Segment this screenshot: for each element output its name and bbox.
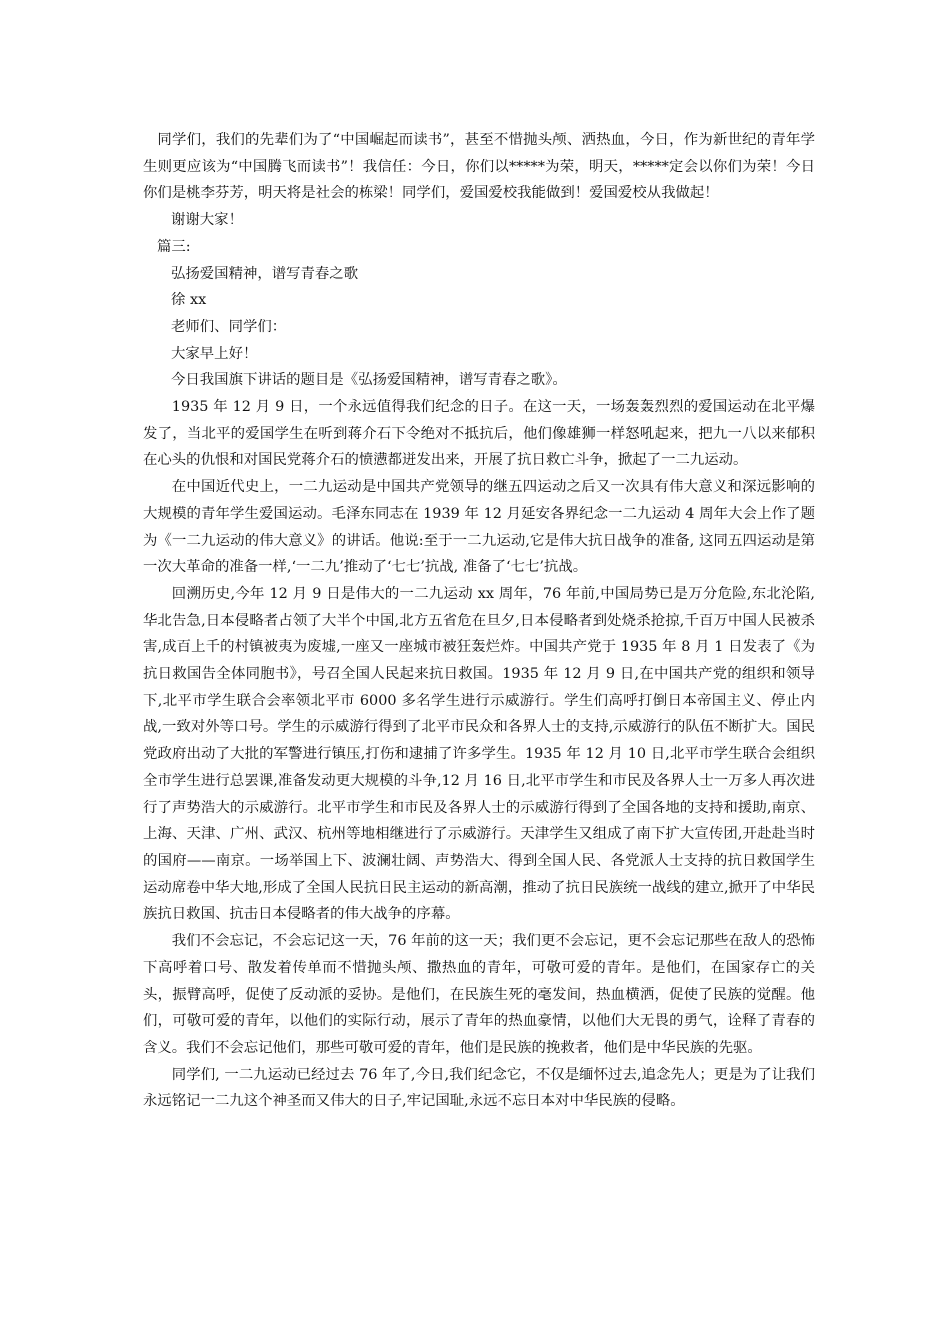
paragraph-5: 我们不会忘记，不会忘记这一天，76 年前的这一天；我们更不会忘记，更不会忘记那些在敌人的恐怖下高呼着口号、散发着传单而不惜抛头颅、撒热血的青年，可敬可爱的青年。是他们，在国家存亡的关头，振臂高呼，促使了反动派的妥协。是他们，在民族生死的毫发间，热血横洒，促使了民族的觉醒。他们，可敬可爱的青年，以他们的实际行动，展示了青年的热血豪情，以他们大无畏的勇气，诠释了青春的含义。我们不会忘记他们，那些可敬可爱的青年，他们是民族的挽救者，他们是中华民族的先驱。 <box>143 933 815 1056</box>
paragraph-6: 同学们, 一二九运动已经过去 76 年了,今日,我们纪念它，不仅是缅怀过去,追念先人；更是为了让我们永远铭记一二九这个神圣而又伟大的日子,牢记国耻,永远不忘日本对中华民族的侵略。 <box>143 1066 815 1110</box>
salutation-line: 老师们、同学们： <box>171 318 287 335</box>
paragraph-3: 在中国近代史上，一二九运动是中国共产党领导的继五四运动之后又一次具有伟大意义和深远影响的大规模的青年学生爱国运动。毛泽东同志在 1939 年 12 月延安各界纪念一二九运动 4 周年大会上作了题为《一二九运动的伟大意义》的讲话。他说:至于一二九运动,它是伟大抗日战争的准备, 这同五四运动是第一次大革命的准备一样,‘一二九’推动了‘七七’抗战, 准备了‘七七’抗战。 <box>143 479 815 576</box>
paragraph-2: 1935 年 12 月 9 日，一个永远值得我们纪念的日子。在这一天，一场轰轰烈烈的爱国运动在北平爆发了，当北平的爱国学生在听到蒋介石下令绝对不抵抗后，他们像雄狮一样怒吼起来，把九一八以来郁积在心头的仇恨和对国民党蒋介石的愤懑都迸发出来，开展了抗日救亡斗争，掀起了一二九运动。 <box>143 399 815 469</box>
section-label: 篇三: <box>157 238 191 255</box>
author-line: 徐 xx <box>171 292 207 309</box>
speech-title: 弘扬爱国精神，谱写青春之歌 <box>171 265 359 282</box>
paragraph-4: 回溯历史,今年 12 月 9 日是伟大的一二九运动 xx 周年，76 年前,中国局势已是万分危险,东北沦陷,华北告急,日本侵略者占领了大半个中国,北方五省危在旦夕,日本侵略者到处烧杀抢掠,千百万中国人民被杀害,成百上千的村镇被夷为废墟,一座又一座城市被狂轰烂炸。中国共产党于 1935 年 8 月 1 日发表了《为抗日救国告全体同胞书》，号召全国人民起来抗日救国。1935 年 12 月 9 日,在中国共产党的组织和领导下,北平市学生联合会率领北平市 6000 多名学生进行示威游行。学生们高呼打倒日本帝国主义、停止内战,一致对外等口号。学生的示威游行得到了北平市民众和各界人士的支持,示威游行的队伍不断扩大。国民党政府出动了大批的军警进行镇压,打伤和逮捕了许多学生。1935 年 12 月 10 日,北平市学生联合会组织全市学生进行总罢课,准备发动更大规模的斗争,12 月 16 日,北平市学生和市民及各界人士一万多人再次进行了声势浩大的示威游行。北平市学生和市民及各界人士的示威游行得到了全国各地的支持和援助,南京、上海、天津、广州、武汉、杭州等地相继进行了示威游行。天津学生又组成了南下扩大宣传团,开赴赴当时的国府——南京。一场举国上下、波澜壮阔、声势浩大、得到全国人民、各党派人士支持的抗日救国学生运动席卷中华大地,形成了全国人民抗日民主运动的新高潮，推动了抗日民族统一战线的建立,掀开了中华民族抗日救国、抗击日本侵略者的伟大战争的序幕。 <box>143 585 815 923</box>
intro-line: 今日我国旗下讲话的题目是《弘扬爱国精神，谱写青春之歌》。 <box>171 372 567 389</box>
paragraph-1: 同学们，我们的先辈们为了“中国崛起而读书”，甚至不惜抛头颅、洒热血，今日，作为新世纪的青年学生则更应该为“中国腾飞而读书”！我信任：今日，你们以*****为荣，明天，*****定会以你们为荣！今日你们是桃李芬芳，明天将是社会的栋梁！同学们，爱国爱校我能做到！爱国爱校从我做起！ <box>143 132 815 202</box>
document-page <box>143 127 815 1115</box>
thanks-line: 谢谢大家！ <box>171 212 243 229</box>
greeting-line: 大家早上好！ <box>171 345 258 362</box>
